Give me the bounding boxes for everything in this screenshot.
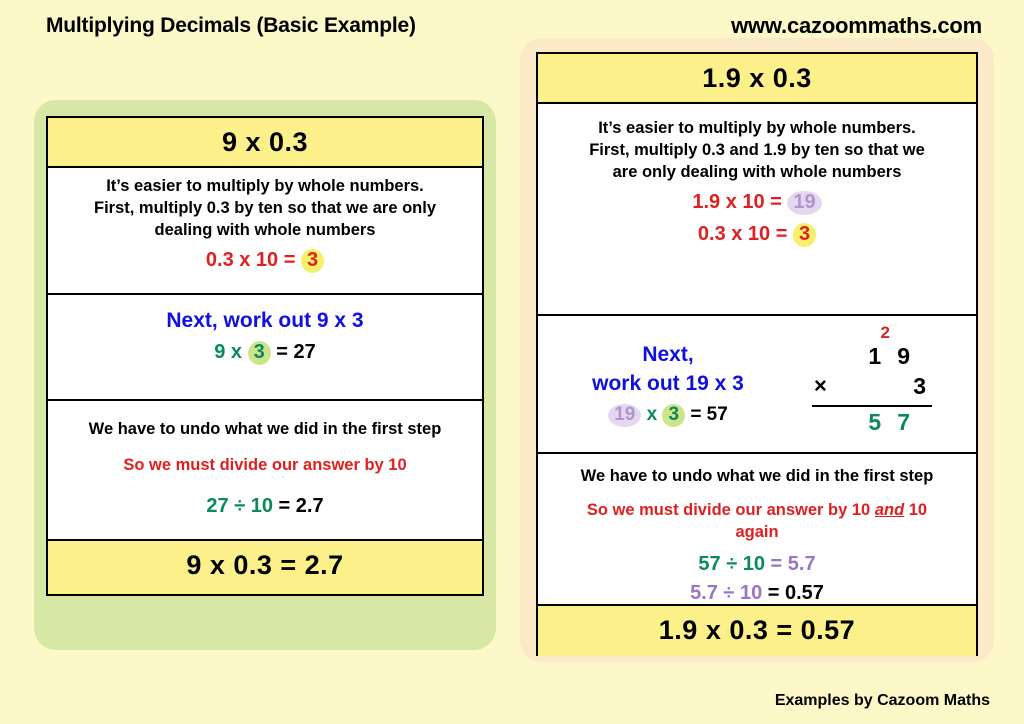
right-step2-next-line2: work out 19 x 3 [592,371,744,395]
left-step2-calc-b: = 27 [276,341,316,363]
right-step2-vertical-multiplication [792,325,970,443]
left-step2 [48,295,482,401]
left-step1-calc-result: 3 [301,249,324,273]
right-step2 [538,316,976,454]
left-step2-calc-a: 9 x [214,341,243,363]
right-step3-calc2 [548,582,966,605]
vertical-line-1: 19 [868,343,926,369]
left-step2-calc [58,341,472,365]
right-step1-calc1-prefix: 1.9 x 10 = [692,191,782,214]
left-example-card [46,116,484,596]
right-step1-calc2-result: 3 [793,223,816,247]
right-step3-line2-a: So we must divide our answer by 10 [586,500,871,519]
left-step3-calc [58,495,472,518]
left-heading-band [48,118,482,168]
right-step2-next-line1: Next, [642,343,694,367]
vertical-carry-digit: 2 [880,323,890,342]
right-step3-calc1-b: = 5.7 [770,553,816,576]
right-step3 [538,454,976,606]
vertical-result: 57 [868,409,926,435]
right-step3-line2 [548,500,966,522]
left-step3-line1: We have to undo what we did in the first step [88,420,442,438]
left-step3-calc-b: = 2.7 [278,494,324,517]
left-step1-line3: dealing with whole numbers [154,220,376,239]
left-step2-next-text: Next, work out 9 x 3 [166,309,364,332]
right-step3-line2-b: 10 [908,500,928,519]
right-step3-calc1-a: 57 ÷ 10 [698,553,765,576]
right-step1-line2: First, multiply 0.3 and 1.9 by ten so that we [589,140,925,159]
right-step3-calc2-a: 5.7 ÷ 10 [690,582,763,605]
left-heading-text: 9 x 0.3 [221,127,309,157]
left-step3-line2: So we must divide our answer by 10 [123,455,407,474]
right-heading-text: 1.9 x 0.3 [702,63,812,93]
left-answer-band [48,541,482,594]
page-title: Multiplying Decimals (Basic Example) [46,14,416,37]
right-step3-line3: again [735,522,779,541]
right-step1-calc2 [548,223,966,247]
website-url: www.cazoommaths.com [731,13,982,38]
right-answer-text: 1.9 x 0.3 = 0.57 [658,615,856,645]
right-step2-text-block [544,341,792,427]
left-step1-line2: First, multiply 0.3 by ten so that we are only [94,198,436,217]
footer-credit: Examples by Cazoom Maths [774,692,990,709]
left-step1-calc-prefix: 0.3 x 10 = [205,249,296,272]
vertical-line-2: 3 [913,373,926,399]
left-step3 [48,401,482,541]
right-step3-calc2-b: = 0.57 [767,582,824,605]
right-step2-calc-a: 19 [608,404,641,427]
vertical-operator-icon: × [814,373,827,398]
right-step2-calc-b: = 57 [690,403,728,425]
right-step2-calc-highlight: 3 [662,404,685,427]
right-step3-line1: We have to undo what we did in the first step [580,467,934,485]
right-answer-band [538,606,976,656]
left-answer-text: 9 x 0.3 = 2.7 [186,550,344,580]
right-step1 [538,104,976,316]
left-step2-calc-highlight: 3 [248,341,271,365]
right-step3-line2-and: and [874,500,905,519]
left-step1 [48,168,482,295]
right-step1-line1: It’s easier to multiply by whole numbers. [598,119,916,137]
left-step3-calc-a: 27 ÷ 10 [206,494,273,517]
left-step1-calc [58,249,472,273]
right-step1-calc1-result: 19 [787,191,821,215]
right-heading-band [538,54,976,104]
right-step1-calc2-prefix: 0.3 x 10 = [697,223,788,246]
right-step3-calc1 [548,553,966,576]
right-example-card [536,52,978,656]
right-step1-line3: are only dealing with whole numbers [612,162,902,181]
left-step1-line1: It’s easier to multiply by whole numbers. [106,177,424,195]
right-step2-calc [544,404,792,427]
right-step2-calc-x: x [646,403,658,425]
vertical-rule-divider [812,405,932,407]
right-step1-calc1 [548,191,966,215]
